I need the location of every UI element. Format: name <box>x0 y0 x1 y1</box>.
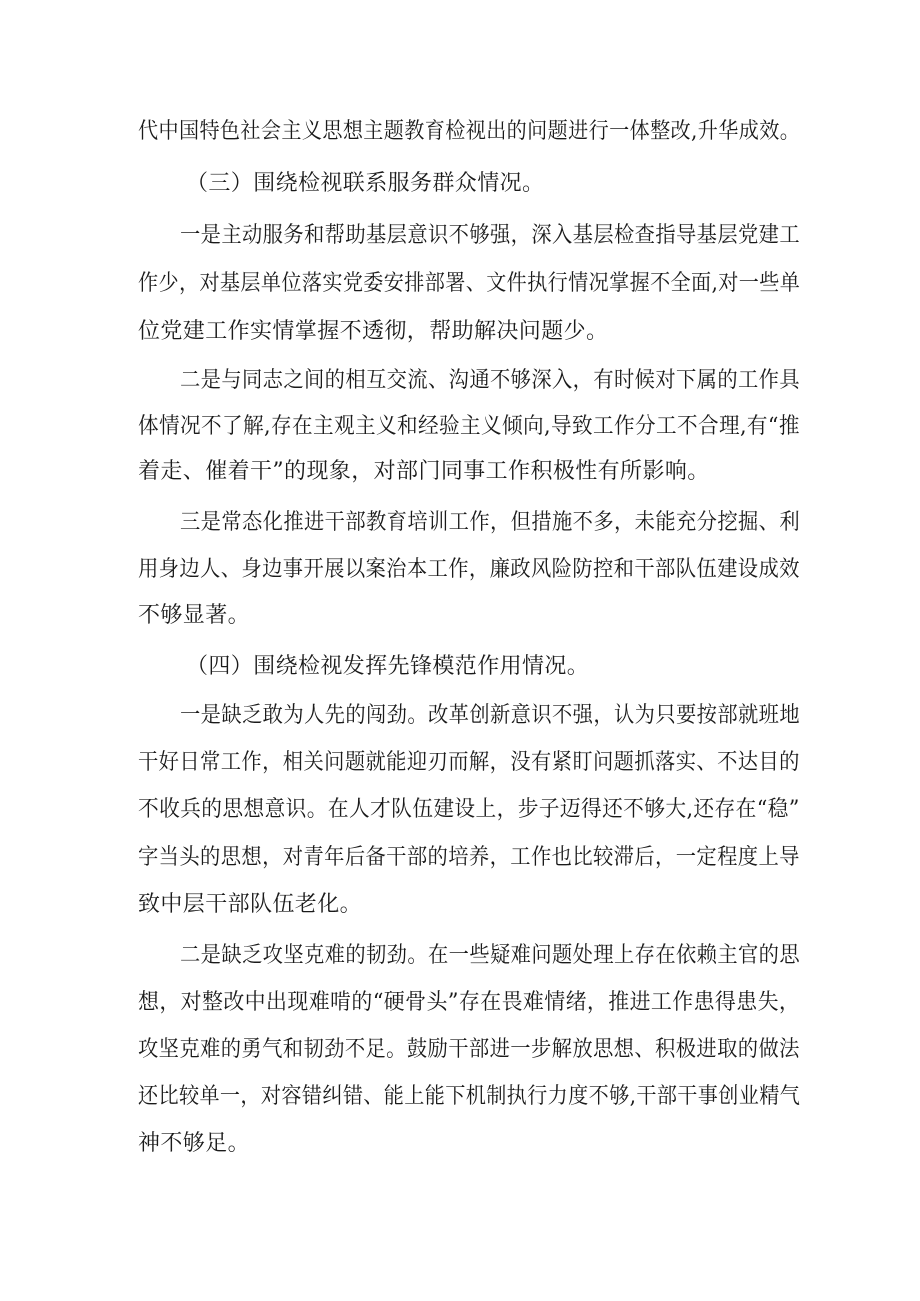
paragraph-line: 不收兵的思想意识。在人才队伍建设上，步子迈得还不够大,还存在“稳” <box>138 797 800 822</box>
paragraph-line: 三是常态化推进干部教育培训工作，但措施不多，未能充分挖掘、利 <box>180 510 801 535</box>
paragraph-line: 一是主动服务和帮助基层意识不够强，深入基层检查指导基层党建工 <box>180 223 801 248</box>
paragraph-line: 还比较单一，对容错纠错、能上能下机制执行力度不够,干部干事创业精气 <box>138 1084 801 1109</box>
paragraph-line: 干好日常工作，相关问题就能迎刃而解，没有紧盯问题抓落实、不达目的 <box>138 750 800 775</box>
paragraph-line: 用身边人、身边事开展以案治本工作，廉政风险防控和干部队伍建设成效 <box>138 557 800 582</box>
paragraph-line: 字当头的思想，对青年后备干部的培养，工作也比较滞后，一定程度上导 <box>138 845 800 870</box>
paragraph-line: 二是缺乏攻坚克难的韧劲。在一些疑难问题处理上存在依赖主官的思 <box>180 943 801 968</box>
paragraph-line: 代中国特色社会主义思想主题教育检视出的问题进行一体整改,升华成效。 <box>138 119 801 144</box>
paragraph-line: 体情况不了解,存在主观主义和经验主义倾向,导致工作分工不合理,有“推 <box>138 414 800 439</box>
paragraph-line: 一是缺乏敢为人先的闯劲。改革创新意识不强，认为只要按部就班地 <box>180 703 801 728</box>
paragraph-line: 位党建工作实情掌握不透彻，帮助解决问题少。 <box>138 319 609 344</box>
paragraph-line: 神不够足。 <box>138 1131 251 1156</box>
paragraph-line: 二是与同志之间的相互交流、沟通不够深入，有时候对下属的工作具 <box>180 368 801 393</box>
section-heading-3: （三）围绕检视联系服务群众情况。 <box>186 171 545 196</box>
paragraph-line: 着走、催着干”的现象，对部门同事工作积极性有所影响。 <box>138 459 710 484</box>
paragraph-line: 想，对整改中出现难啃的“硬骨头”存在畏难情绪，推进工作患得患失， <box>138 990 801 1015</box>
paragraph-line: 作少，对基层单位落实党委安排部署、文件执行情况掌握不全面,对一些单 <box>138 271 801 296</box>
paragraph-line: 致中层干部队伍老化。 <box>138 892 363 917</box>
paragraph-line: 不够显著。 <box>138 603 251 628</box>
section-heading-4: （四）围绕检视发挥先锋模范作用情况。 <box>186 654 590 679</box>
paragraph-line: 攻坚克难的勇气和韧劲不足。鼓励干部进一步解放思想、积极进取的做法 <box>138 1037 800 1062</box>
